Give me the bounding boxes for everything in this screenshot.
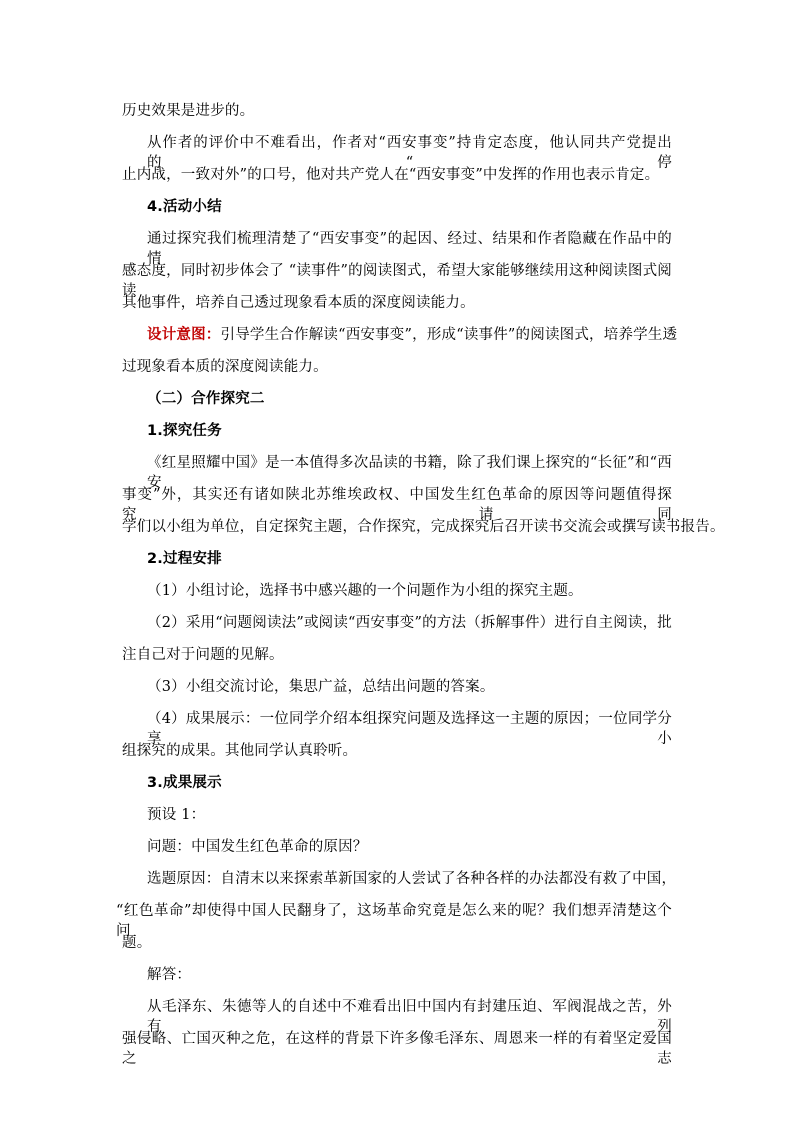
- text-line: （3）小组交流讨论，集思广益，总结出问题的答案。: [147, 679, 495, 695]
- text-line: 感态度，同时初步体会了 “读事件”的阅读图式，希望大家能够继续用这种阅读图式阅读: [122, 263, 672, 299]
- text-line: 题。: [122, 935, 152, 951]
- section-heading: 1.探究任务: [147, 423, 222, 439]
- text-line: 其他事件，培养自己透过现象看本质的深度阅读能力。: [122, 295, 475, 311]
- design-intent-label: 设计意图：: [147, 327, 221, 343]
- text-line: 强侵略、亡国灭种之危，在这样的背景下许多像毛泽东、周恩来一样的有着坚定爱国之志: [122, 1031, 672, 1067]
- section-heading: 2.过程安排: [147, 551, 222, 567]
- design-intent-text: 引导学生合作解读“西安事变”，形成“读事件”的阅读图式，培养学生透: [220, 327, 678, 343]
- text-line: 注自己对于问题的见解。: [122, 647, 284, 663]
- text-line: 解答：: [147, 967, 192, 983]
- text-line: 组探究的成果。其他同学认真聆听。: [122, 743, 358, 759]
- design-intent-line: [147, 325, 677, 345]
- text-line: （1）小组讨论，选择书中感兴趣的一个问题作为小组的探究主题。: [147, 583, 583, 599]
- text-line: 事变”外，其实还有诸如陕北苏维埃政权、中国发生红色革命的原因等问题值得探究，请同: [122, 487, 672, 523]
- text-line: 学们以小组为单位，自定探究主题，合作探究，完成探究后召开读书交流会或撰写读书报告。: [122, 519, 725, 535]
- text-line: 止内战，一致对外”的口号，他对共产党人在“西安事变”中发挥的作用也表示肯定。: [122, 167, 660, 183]
- text-line: 从作者的评价中不难看出，作者对“西安事变”持肯定态度，他认同共产党提出的“停: [147, 135, 672, 171]
- text-line: “红色革命”却使得中国人民翻身了，这场革命究竟是怎么来的呢？我们想弄清楚这个问: [116, 903, 672, 939]
- text-line: 《红星照耀中国》是一本值得多次品读的书籍，除了我们课上探究的“长征”和“西安: [147, 455, 672, 491]
- text-line: 选题原因：自清末以来探索革新国家的人尝试了各种各样的办法都没有救了中国，: [147, 871, 677, 887]
- section-heading: 3.成果展示: [147, 775, 222, 791]
- text-line: 历史效果是进步的。: [122, 103, 255, 119]
- section-heading: （二）合作探究二: [147, 391, 265, 407]
- section-heading: 4.活动小结: [147, 199, 222, 215]
- text-line: （2）采用“问题阅读法”或阅读“西安事变”的方法（拆解事件）进行自主阅读，批: [147, 615, 672, 631]
- text-line: 问题：中国发生红色革命的原因？: [147, 839, 368, 855]
- text-line: 从毛泽东、朱德等人的自述中不难看出旧中国内有封建压迫、军阀混战之苦，外有列: [147, 999, 672, 1035]
- text-line: （4）成果展示：一位同学介绍本组探究问题及选择这一主题的原因；一位同学分享小: [147, 711, 672, 747]
- text-line: 预设 1：: [147, 807, 206, 823]
- text-line: 通过探究我们梳理清楚了“西安事变”的起因、经过、结果和作者隐藏在作品中的情: [147, 231, 672, 267]
- text-line: 过现象看本质的深度阅读能力。: [122, 359, 328, 375]
